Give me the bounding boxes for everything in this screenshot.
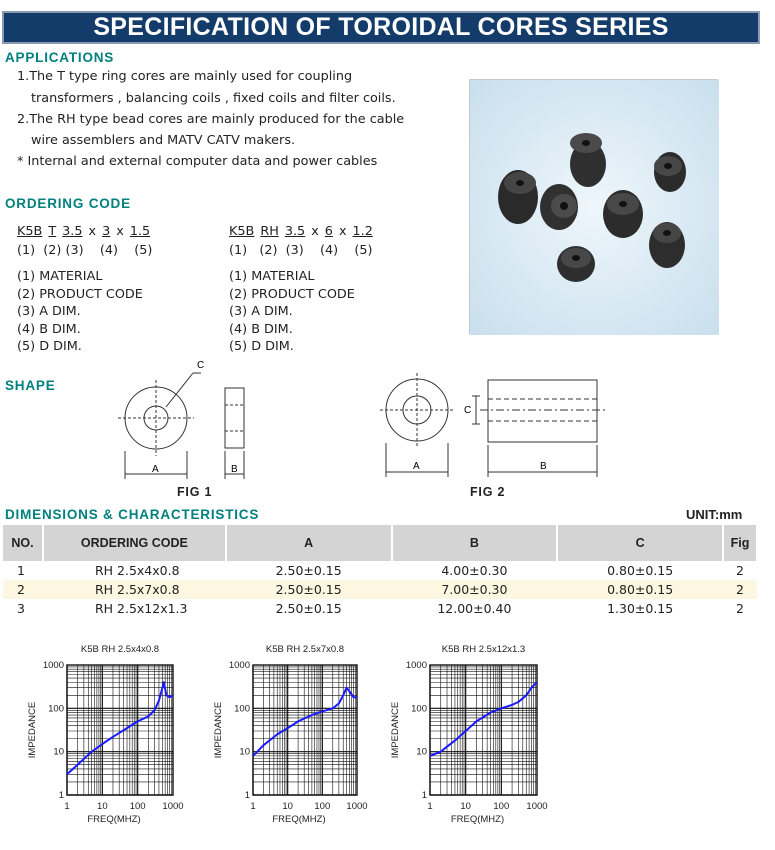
impedance-chart-1 — [27, 644, 184, 825]
table-row — [3, 580, 757, 599]
x-tick-label: 1 — [64, 801, 70, 812]
column-header-fig: Fig — [723, 525, 757, 561]
code-sep: x — [338, 224, 347, 239]
x-axis-label: FREQ(MHZ) — [272, 814, 326, 825]
core-4 — [540, 184, 578, 230]
y-tick-label: 100 — [48, 703, 64, 715]
cell-c: 0.80±0.15 — [557, 580, 723, 599]
ordering-item: (2) PRODUCT CODE — [229, 287, 355, 302]
application-line-5: * Internal and external computer data and power cables — [17, 154, 378, 169]
x-tick-label: 10 — [282, 801, 293, 812]
impedance-series-line — [67, 682, 173, 774]
y-tick-label: 10 — [416, 746, 427, 758]
x-tick-label: 1000 — [162, 801, 184, 812]
shape-heading: SHAPE — [5, 378, 56, 393]
impedance-charts — [0, 630, 775, 845]
cell-a: 2.50±0.15 — [226, 580, 392, 599]
cell-ordering-code: RH 2.5x7x0.8 — [43, 580, 226, 599]
x-tick-label: 1000 — [526, 801, 548, 812]
y-tick-label: 100 — [234, 703, 250, 715]
fig1-label-c: C — [197, 360, 205, 371]
ordering-item: (3) A DIM. — [229, 304, 293, 319]
page-title: SPECIFICATION OF TOROIDAL CORES SERIES — [2, 11, 760, 44]
code-a: 3.5 — [62, 224, 83, 239]
code-sep: x — [88, 224, 97, 239]
code-material: K5B — [17, 224, 43, 239]
ordering-code-right — [229, 224, 379, 239]
cell-no: 1 — [17, 563, 25, 578]
y-tick-label: 1000 — [228, 660, 250, 671]
fig1-label-a: A — [152, 464, 159, 475]
core-2 — [654, 152, 686, 192]
code-product: T — [48, 224, 57, 239]
column-header-c: C — [557, 525, 723, 561]
x-axis-label: FREQ(MHZ) — [87, 814, 141, 825]
column-header-no: NO. — [3, 525, 43, 561]
chart-frame — [67, 665, 173, 795]
ferrite-cores-image — [470, 80, 719, 335]
core-7 — [557, 246, 595, 282]
chart-frame — [253, 665, 357, 795]
applications-heading: APPLICATIONS — [5, 50, 115, 65]
shape-drawings — [0, 355, 775, 485]
code-d: 1.5 — [129, 224, 151, 239]
application-line-2: transformers , balancing coils , fixed coils and filter coils. — [31, 91, 396, 106]
core-1 — [570, 133, 606, 187]
cell-b: 7.00±0.30 — [392, 580, 558, 599]
fig2-label-a: A — [413, 461, 420, 472]
chart-title: K5B RH 2.5x4x0.8 — [80, 644, 160, 655]
x-tick-label: 100 — [129, 801, 146, 812]
chart-title: K5B RH 2.5x12x1.3 — [441, 644, 526, 655]
fig2-caption: FIG 2 — [470, 485, 506, 499]
code-product: RH — [260, 224, 279, 239]
y-axis-label: IMPEDANCE — [213, 701, 224, 759]
ordering-item: (5) D DIM. — [17, 339, 82, 354]
cell-ordering-code: RH 2.5x12x1.3 — [94, 601, 188, 616]
fig1-ring-drawing — [118, 373, 244, 479]
cell-fig: 2 — [736, 563, 744, 578]
code-b: 6 — [324, 224, 333, 239]
cell-no: 3 — [17, 601, 25, 616]
y-tick-label: 1000 — [42, 660, 64, 671]
ordering-item: (3) A DIM. — [17, 304, 81, 319]
code-a: 3.5 — [284, 224, 306, 239]
table-header-row — [3, 525, 757, 561]
x-tick-label: 1000 — [346, 801, 368, 812]
application-line-4: wire assemblers and MATV CATV makers. — [31, 133, 296, 148]
cell-c: 1.30±0.15 — [607, 601, 674, 616]
y-tick-label: 1 — [58, 790, 64, 801]
product-photo — [469, 79, 718, 334]
cell-ordering-code: RH 2.5x4x0.8 — [94, 563, 180, 578]
cell-no: 2 — [3, 580, 43, 599]
ordering-item: (5) D DIM. — [229, 339, 294, 354]
chart-title: K5B RH 2.5x7x0.8 — [265, 644, 345, 655]
cell-fig: 2 — [723, 580, 757, 599]
y-axis-label: IMPEDANCE — [27, 701, 38, 759]
application-line-1: 1.The T type ring cores are mainly used for coupling — [17, 69, 353, 84]
application-line-3: 2.The RH type bead cores are mainly produced for the cable — [17, 112, 405, 127]
impedance-series-line — [253, 688, 357, 756]
y-tick-label: 100 — [411, 703, 427, 715]
cell-b: 4.00±0.30 — [441, 563, 508, 578]
y-tick-label: 1000 — [405, 660, 427, 671]
cell-b: 12.00±0.40 — [437, 601, 512, 616]
impedance-chart-2 — [213, 644, 368, 825]
unit-label: UNIT:mm — [686, 507, 743, 522]
fig2-label-b: B — [540, 461, 547, 472]
ordering-item: (1) MATERIAL — [17, 269, 103, 284]
core-6 — [649, 222, 685, 268]
x-axis-label: FREQ(MHZ) — [450, 814, 505, 825]
code-sep: x — [116, 224, 124, 239]
cell-fig: 2 — [736, 601, 744, 616]
y-tick-label: 1 — [244, 790, 250, 801]
core-3 — [498, 170, 538, 224]
code-sep: x — [311, 224, 319, 239]
column-header-b: B — [392, 525, 558, 561]
ordering-code-heading: ORDERING CODE — [5, 196, 131, 211]
code-b: 3 — [102, 224, 111, 239]
impedance-series-line — [430, 682, 537, 756]
fig2-label-c: C — [464, 405, 472, 416]
dimensions-heading: DIMENSIONS & CHARACTERISTICS — [5, 507, 260, 522]
column-header-a: A — [226, 525, 392, 561]
ordering-code-left — [17, 224, 156, 239]
core-5 — [603, 190, 643, 238]
code-d: 1.2 — [352, 224, 373, 239]
table-row — [3, 599, 757, 618]
fig1-caption: FIG 1 — [177, 485, 213, 499]
ordering-item: (1) MATERIAL — [229, 269, 315, 284]
chart-frame — [430, 665, 537, 795]
ordering-item: (4) B DIM. — [17, 322, 81, 337]
x-tick-label: 100 — [493, 801, 510, 812]
dimensions-table — [3, 525, 758, 618]
impedance-chart-3 — [390, 644, 548, 825]
ordering-indices-left: (1) (2) (3) (4) (5) — [17, 243, 153, 258]
code-material: K5B — [229, 224, 255, 239]
x-tick-label: 10 — [97, 801, 108, 812]
fig1-label-b: B — [231, 464, 238, 475]
ordering-item: (4) B DIM. — [229, 322, 293, 337]
y-tick-label: 10 — [53, 746, 64, 758]
y-axis-label: IMPEDANCE — [390, 701, 401, 759]
x-tick-label: 100 — [314, 801, 331, 812]
ordering-item: (2) PRODUCT CODE — [17, 287, 143, 302]
y-tick-label: 1 — [421, 790, 427, 801]
x-tick-label: 1 — [427, 801, 433, 812]
y-tick-label: 10 — [239, 746, 250, 758]
cell-a: 2.50±0.15 — [275, 563, 342, 578]
ordering-indices-right: (1) (2) (3) (4) (5) — [229, 243, 373, 258]
cell-c: 0.80±0.15 — [607, 563, 674, 578]
column-header-ordering-code: ORDERING CODE — [43, 525, 226, 561]
cell-a: 2.50±0.15 — [275, 601, 342, 616]
x-tick-label: 10 — [460, 801, 471, 812]
table-row — [3, 561, 757, 580]
x-tick-label: 1 — [250, 801, 256, 812]
